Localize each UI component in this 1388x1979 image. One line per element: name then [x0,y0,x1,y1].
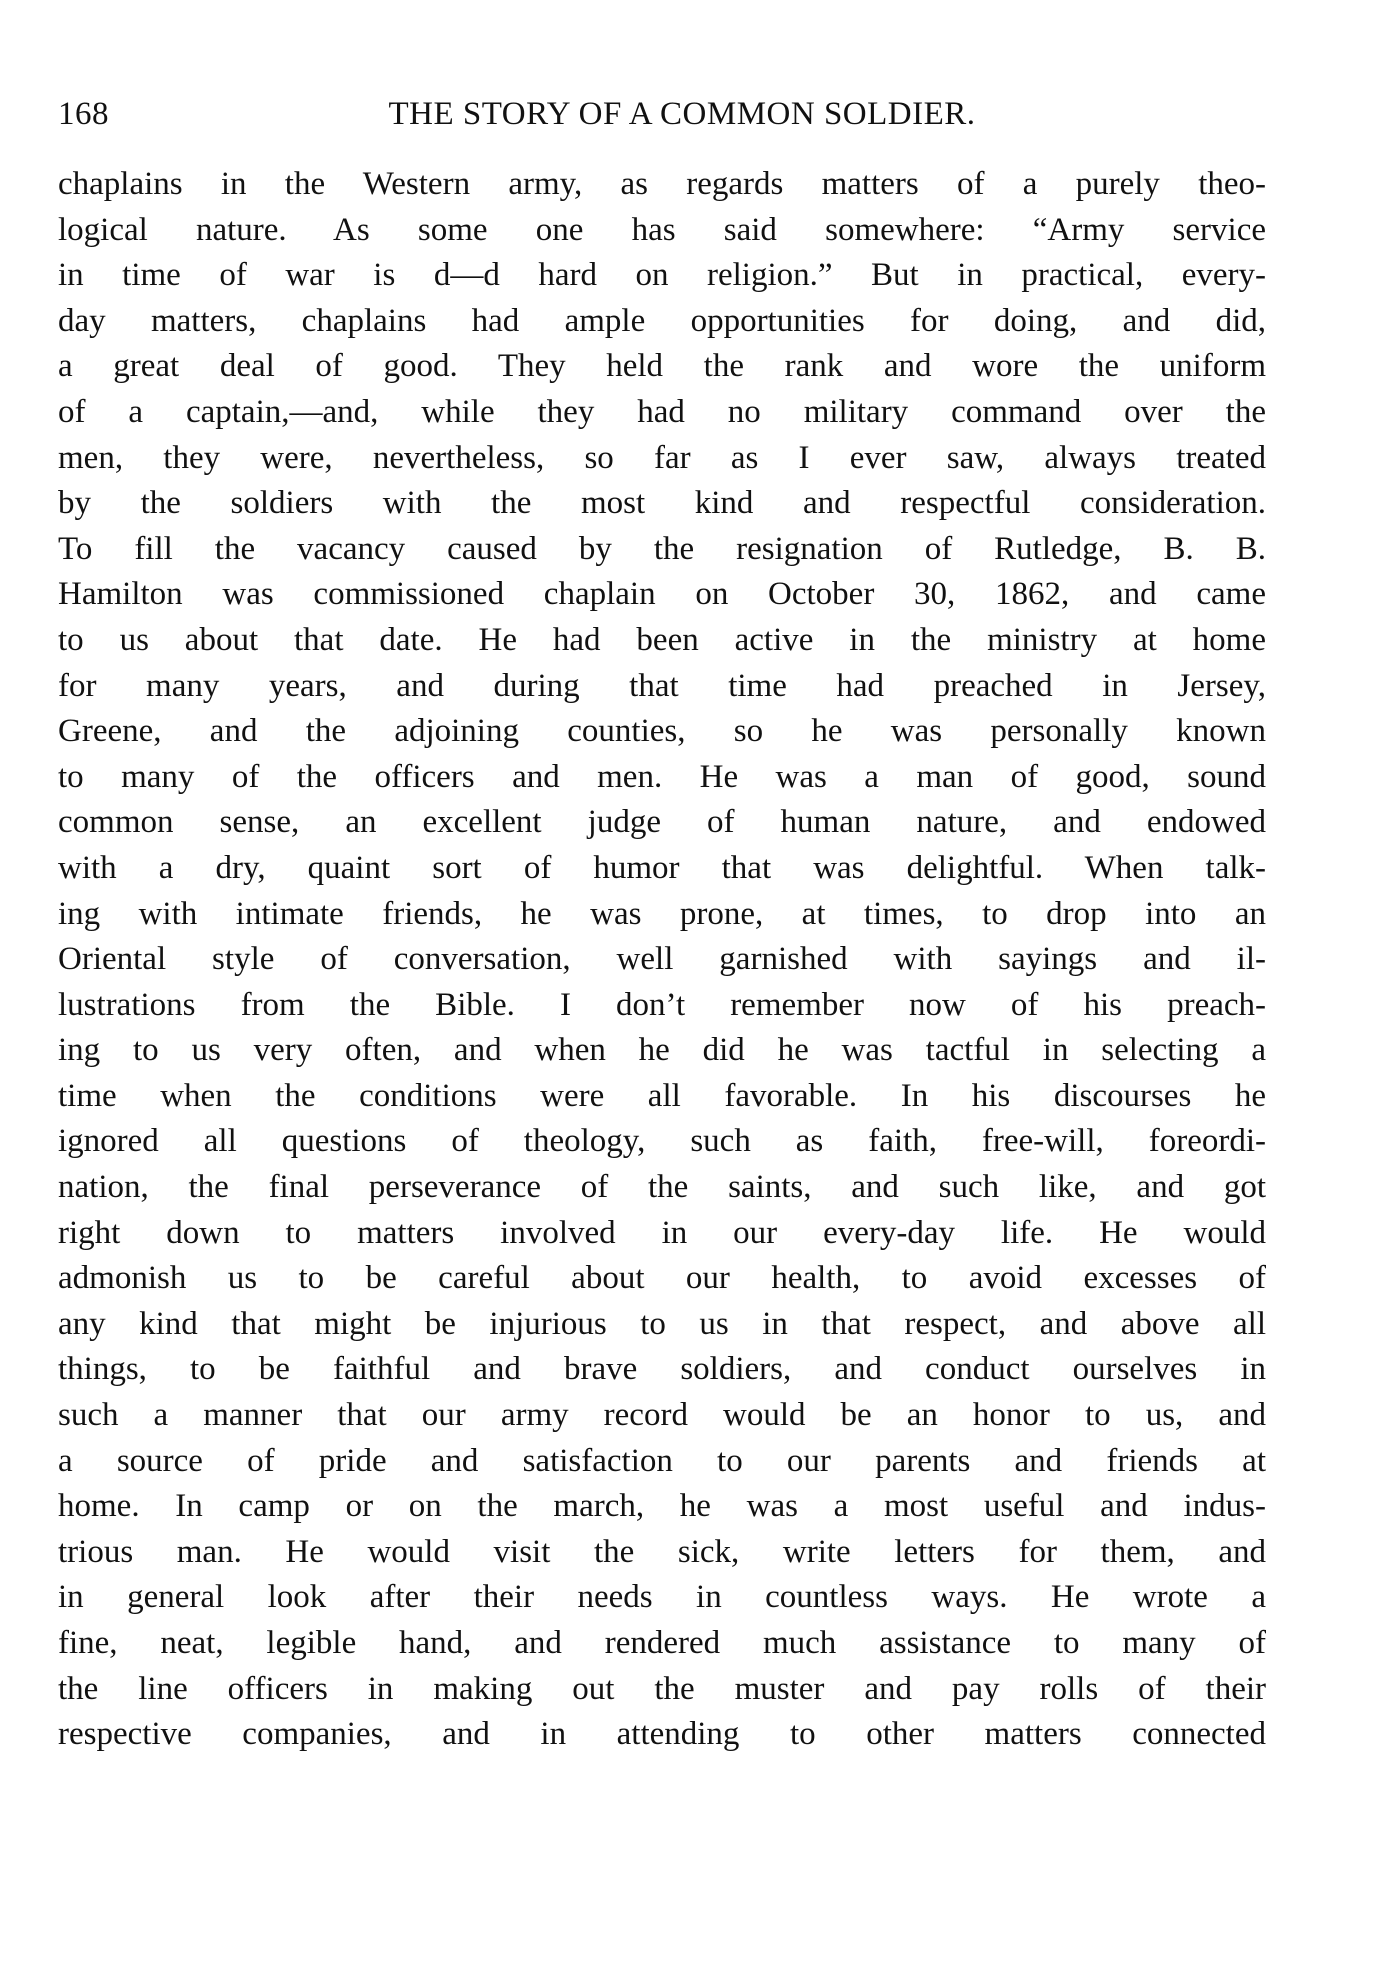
text-line: ing with intimate friends, he was prone, at times, to drop into an [58,895,1266,932]
text-line: ignored all questions of theology, such as faith, free-will, foreordi- [58,1123,1266,1160]
text-line: To fill the vacancy caused by the resignation of Rutledge, B. B. [58,530,1266,567]
text-line: logical nature. As some one has said somewhere: “Army service [58,211,1266,248]
text-line: Greene, and the adjoining counties, so he was personally known [58,713,1266,750]
text-line: things, to be faithful and brave soldiers, and conduct ourselves in [58,1351,1266,1388]
text-line: nation, the final perseverance of the saints, and such like, and got [58,1169,1266,1206]
text-line: to many of the officers and men. He was a man of good, sound [58,758,1266,795]
text-line: ing to us very often, and when he did he was tactful in selecting a [58,1032,1266,1069]
text-line: to us about that date. He had been active in the ministry at home [58,621,1266,658]
text-line: by the soldiers with the most kind and respectful consideration. [58,485,1266,522]
text-line: trious man. He would visit the sick, write letters for them, and [58,1533,1266,1570]
text-line: Hamilton was commissioned chaplain on October 30, 1862, and came [58,576,1266,613]
text-line: the line officers in making out the muster and pay rolls of their [58,1670,1266,1707]
running-title: THE STORY OF A COMMON SOLDIER. [388,96,976,132]
body-paragraph [58,162,1266,1758]
running-head [58,92,1266,136]
text-line: right down to matters involved in our every-day life. He would [58,1214,1266,1251]
text-line: day matters, chaplains had ample opportunities for doing, and did, [58,302,1266,339]
text-line: a source of pride and satisfaction to our parents and friends at [58,1442,1266,1479]
text-line: chaplains in the Western army, as regards matters of a purely theo- [58,166,1266,202]
text-line: in general look after their needs in countless ways. He wrote a [58,1579,1266,1616]
text-line: of a captain,—and, while they had no military command over the [58,393,1266,430]
text-line: lustrations from the Bible. I don’t remember now of his preach- [58,986,1266,1023]
text-line: any kind that might be injurious to us in that respect, and above all [58,1305,1266,1342]
text-line: for many years, and during that time had preached in Jersey, [58,667,1266,704]
text-line: home. In camp or on the march, he was a most useful and indus- [58,1488,1266,1525]
text-line: respective companies, and in attending to other matters connected [58,1716,1266,1753]
text-line: with a dry, quaint sort of humor that was delightful. When talk- [58,849,1266,886]
text-line: in time of war is d—d hard on religion.” But in practical, every- [58,257,1266,294]
text-line: men, they were, nevertheless, so far as I ever saw, always treated [58,439,1266,476]
text-line: a great deal of good. They held the rank and wore the uniform [58,348,1266,385]
text-line: admonish us to be careful about our health, to avoid excesses of [58,1260,1266,1297]
text-line: common sense, an excellent judge of human nature, and endowed [58,804,1266,841]
page-number: 168 [58,96,109,132]
text-line: such a manner that our army record would be an honor to us, and [58,1397,1266,1434]
text-line: fine, neat, legible hand, and rendered much assistance to many of [58,1625,1266,1661]
text-line: time when the conditions were all favorable. In his discourses he [58,1077,1266,1114]
text-line: Oriental style of conversation, well garnished with sayings and il- [58,941,1266,978]
